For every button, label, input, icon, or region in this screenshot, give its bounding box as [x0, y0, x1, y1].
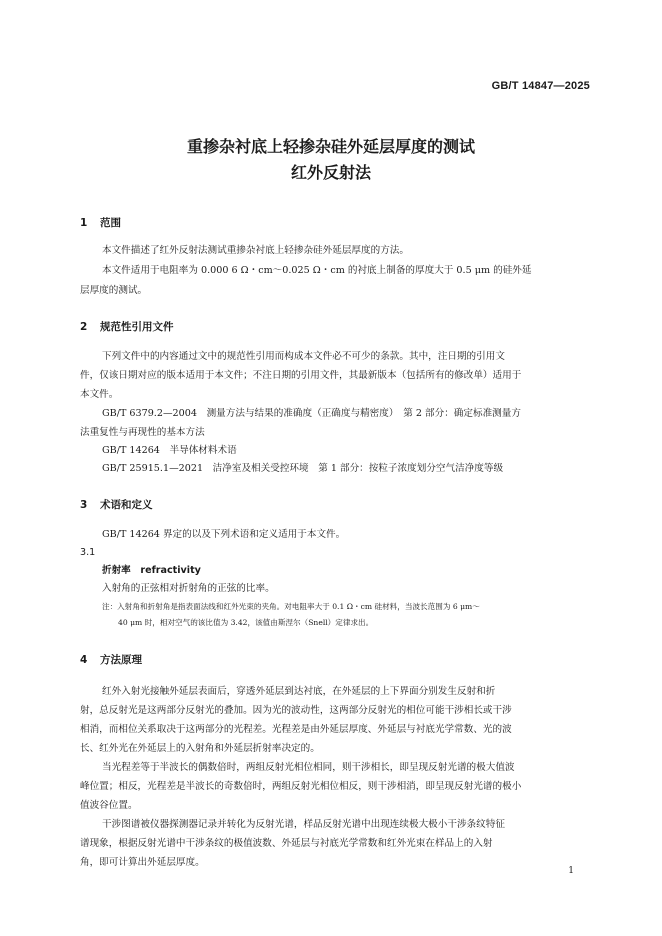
term-entry: 折射率 refractivity	[102, 565, 201, 576]
note-line: 注：入射角和折射角是指表面法线和红外光束的夹角。对电阻率大于 0.1 Ω・cm 硅材料，当波长范围为 6 μm～	[102, 602, 480, 611]
paragraph-line: GB/T 14264 界定的以及下列术语和定义适用于本文件。	[102, 529, 346, 540]
section-heading-4	[80, 652, 142, 667]
paragraph-line: 层厚度的测试。	[80, 285, 148, 296]
paragraph-line: 射，总反射光是这两部分反射光的叠加。因为光的波动性，这两部分反射光的相位可能干涉相长或干涉	[80, 705, 512, 716]
section-heading-2	[80, 319, 174, 334]
reference-line: GB/T 25915.1—2021 洁净室及相关受控环境 第 1 部分：按粒子浓度划分空气洁净度等级	[102, 463, 504, 474]
paragraph-line: 值波谷位置。	[80, 800, 138, 811]
paragraph-line: 本文件适用于电阻率为 0.000 6 Ω・cm～0.025 Ω・cm 的衬底上制备的厚度大于 0.5 μm 的硅外延	[102, 265, 532, 276]
section-title: 范围	[100, 217, 121, 229]
section-number: 4	[80, 654, 88, 666]
document-subtitle: 红外反射法	[290, 163, 371, 182]
paragraph-line: 长、红外光在外延层上的入射角和外延层折射率决定的。	[80, 743, 320, 754]
document-title: 重掺杂衬底上轻掺杂硅外延层厚度的测试	[186, 137, 475, 156]
section-number: 3	[80, 499, 88, 511]
term-number: 3.1	[80, 547, 96, 558]
term-definition: 入射角的正弦相对折射角的正弦的比率。	[102, 583, 275, 594]
standard-code: GB/T 14847—2025	[491, 80, 590, 92]
paragraph-line: 当光程差等于半波长的偶数倍时，两组反射光相位相同，则干涉相长，即呈现反射光谱的极大值波	[102, 762, 515, 773]
paragraph-line: 相消，而相位关系取决于这两部分的光程差。光程差是由外延层厚度、外延层与衬底光学常数、光的波	[80, 724, 512, 735]
paragraph-line: 本文件。	[80, 389, 119, 400]
reference-line: GB/T 6379.2—2004 测量方法与结果的准确度（正确度与精密度） 第 2 部分：确定标准测量方	[102, 408, 521, 419]
section-title: 术语和定义	[100, 499, 153, 511]
section-heading-1	[80, 215, 121, 230]
section-title: 规范性引用文件	[100, 321, 174, 333]
paragraph-line: 红外入射光接触外延层表面后，穿透外延层到达衬底，在外延层的上下界面分别发生反射和折	[102, 686, 496, 697]
page-number: 1	[568, 866, 574, 876]
reference-line: 法重复性与再现性的基本方法	[80, 427, 205, 438]
reference-line: GB/T 14264 半导体材料术语	[102, 445, 237, 456]
section-title: 方法原理	[100, 654, 142, 666]
paragraph-line: 件，仅该日期对应的版本适用于本文件；不注日期的引用文件，其最新版本（包括所有的修改单）适用于	[80, 370, 522, 381]
section-number: 1	[80, 217, 88, 229]
paragraph-line: 谱现象，根据反射光谱中干涉条纹的极值波数、外延层与衬底光学常数和红外光束在样品上的入射	[80, 838, 493, 849]
paragraph-line: 角，即可计算出外延层厚度。	[80, 857, 205, 868]
section-number: 2	[80, 321, 88, 333]
paragraph-line: 下列文件中的内容通过文中的规范性引用而构成本文件必不可少的条款。其中，注日期的引用文	[102, 351, 505, 362]
section-heading-3	[80, 497, 153, 512]
note-line: 40 μm 时，相对空气的该比值为 3.42，该值由斯涅尔（Snell）定律求出。	[118, 618, 374, 627]
paragraph-line: 本文件描述了红外反射法测试重掺杂衬底上轻掺杂硅外延层厚度的方法。	[102, 245, 409, 256]
paragraph-line: 干涉图谱被仪器探测器记录并转化为反射光谱，样品反射光谱中出现连续极大极小干涉条纹特征	[102, 819, 505, 830]
paragraph-line: 峰位置；相反，光程差是半波长的奇数倍时，两组反射光相位相反，则干涉相消，即呈现反射光谱的极小	[80, 781, 522, 792]
